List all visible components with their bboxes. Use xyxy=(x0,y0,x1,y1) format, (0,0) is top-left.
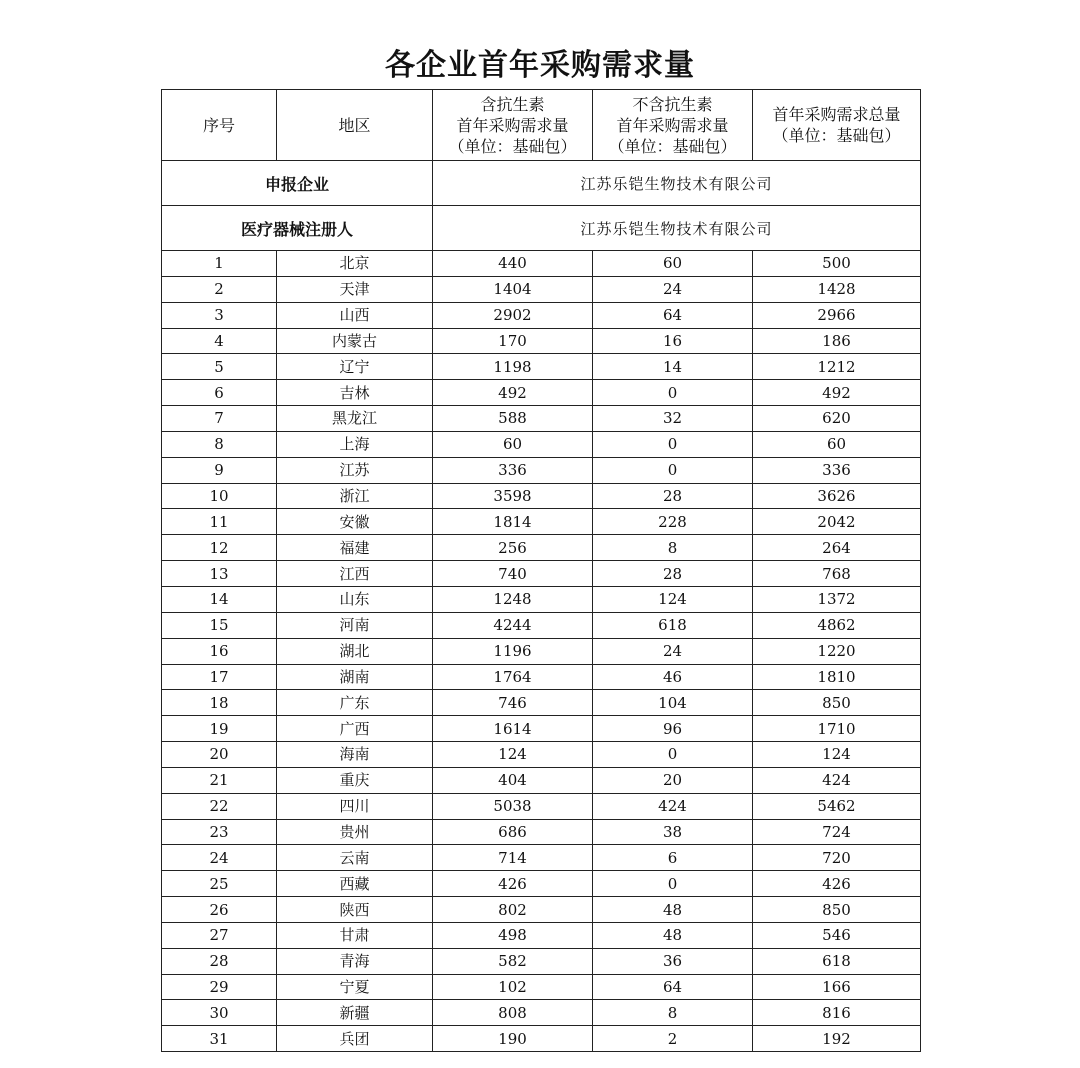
cell-seq: 25 xyxy=(162,871,277,897)
cell-with-antibiotic: 746 xyxy=(433,690,593,716)
cell-region: 四川 xyxy=(277,793,433,819)
cell-without-antibiotic: 38 xyxy=(593,819,753,845)
header-total-line2: （单位：基础包） xyxy=(772,126,901,145)
table-row xyxy=(162,1000,921,1026)
cell-seq: 17 xyxy=(162,664,277,690)
cell-seq: 21 xyxy=(162,767,277,793)
cell-region: 辽宁 xyxy=(277,354,433,380)
cell-without-antibiotic: 124 xyxy=(593,586,753,612)
cell-region: 新疆 xyxy=(277,1000,433,1026)
cell-total: 1212 xyxy=(753,354,921,380)
cell-region: 广西 xyxy=(277,716,433,742)
cell-with-antibiotic: 1814 xyxy=(433,509,593,535)
cell-with-antibiotic: 808 xyxy=(433,1000,593,1026)
cell-with-antibiotic: 492 xyxy=(433,380,593,406)
table-row xyxy=(162,922,921,948)
cell-seq: 7 xyxy=(162,406,277,432)
cell-total: 426 xyxy=(753,871,921,897)
cell-region: 陕西 xyxy=(277,897,433,923)
cell-region: 湖南 xyxy=(277,664,433,690)
header-without-antibiotic xyxy=(593,90,753,161)
cell-without-antibiotic: 20 xyxy=(593,767,753,793)
table-row xyxy=(162,328,921,354)
cell-total: 1428 xyxy=(753,276,921,302)
applicant-value: 江苏乐铠生物技术有限公司 xyxy=(433,161,921,206)
cell-with-antibiotic: 588 xyxy=(433,406,593,432)
cell-without-antibiotic: 16 xyxy=(593,328,753,354)
table-row xyxy=(162,535,921,561)
registrant-label: 医疗器械注册人 xyxy=(162,206,433,251)
table-row xyxy=(162,690,921,716)
registrant-row xyxy=(162,206,921,251)
cell-seq: 5 xyxy=(162,354,277,380)
table-row xyxy=(162,1026,921,1052)
cell-total: 1372 xyxy=(753,586,921,612)
cell-seq: 27 xyxy=(162,922,277,948)
cell-seq: 19 xyxy=(162,716,277,742)
cell-seq: 8 xyxy=(162,431,277,457)
cell-total: 2966 xyxy=(753,302,921,328)
header-without-antibiotic-line1: 不含抗生素 xyxy=(632,94,713,114)
table-row xyxy=(162,302,921,328)
cell-total: 336 xyxy=(753,457,921,483)
cell-with-antibiotic: 170 xyxy=(433,328,593,354)
cell-seq: 24 xyxy=(162,845,277,871)
applicant-row xyxy=(162,161,921,206)
cell-seq: 6 xyxy=(162,380,277,406)
cell-region: 江西 xyxy=(277,561,433,587)
cell-without-antibiotic: 2 xyxy=(593,1026,753,1052)
header-total xyxy=(753,90,921,161)
table-row xyxy=(162,406,921,432)
cell-region: 内蒙古 xyxy=(277,328,433,354)
header-seq: 序号 xyxy=(162,90,277,161)
cell-with-antibiotic: 404 xyxy=(433,767,593,793)
cell-total: 768 xyxy=(753,561,921,587)
cell-without-antibiotic: 24 xyxy=(593,638,753,664)
table-row xyxy=(162,948,921,974)
cell-with-antibiotic: 3598 xyxy=(433,483,593,509)
cell-with-antibiotic: 102 xyxy=(433,974,593,1000)
header-with-antibiotic-line2: 首年采购需求量 xyxy=(456,115,569,135)
table-row xyxy=(162,380,921,406)
cell-seq: 10 xyxy=(162,483,277,509)
cell-region: 广东 xyxy=(277,690,433,716)
header-region: 地区 xyxy=(277,90,433,161)
header-total-line1: 首年采购需求总量 xyxy=(772,105,901,124)
cell-region: 福建 xyxy=(277,535,433,561)
cell-total: 492 xyxy=(753,380,921,406)
table-row xyxy=(162,457,921,483)
cell-seq: 3 xyxy=(162,302,277,328)
table-row xyxy=(162,767,921,793)
cell-seq: 20 xyxy=(162,742,277,768)
table-row xyxy=(162,716,921,742)
cell-total: 618 xyxy=(753,948,921,974)
cell-total: 620 xyxy=(753,406,921,432)
cell-without-antibiotic: 424 xyxy=(593,793,753,819)
cell-with-antibiotic: 1764 xyxy=(433,664,593,690)
demand-table xyxy=(161,89,921,1052)
table-row xyxy=(162,251,921,277)
cell-seq: 31 xyxy=(162,1026,277,1052)
cell-seq: 26 xyxy=(162,897,277,923)
cell-region: 江苏 xyxy=(277,457,433,483)
table-row xyxy=(162,586,921,612)
registrant-value: 江苏乐铠生物技术有限公司 xyxy=(433,206,921,251)
cell-total: 166 xyxy=(753,974,921,1000)
cell-without-antibiotic: 228 xyxy=(593,509,753,535)
cell-with-antibiotic: 256 xyxy=(433,535,593,561)
cell-total: 546 xyxy=(753,922,921,948)
cell-without-antibiotic: 14 xyxy=(593,354,753,380)
cell-region: 海南 xyxy=(277,742,433,768)
cell-without-antibiotic: 36 xyxy=(593,948,753,974)
table-row xyxy=(162,509,921,535)
cell-region: 吉林 xyxy=(277,380,433,406)
cell-seq: 12 xyxy=(162,535,277,561)
cell-region: 上海 xyxy=(277,431,433,457)
cell-total: 816 xyxy=(753,1000,921,1026)
cell-total: 850 xyxy=(753,690,921,716)
cell-seq: 2 xyxy=(162,276,277,302)
cell-with-antibiotic: 1614 xyxy=(433,716,593,742)
table-row xyxy=(162,974,921,1000)
cell-with-antibiotic: 336 xyxy=(433,457,593,483)
cell-region: 重庆 xyxy=(277,767,433,793)
cell-with-antibiotic: 802 xyxy=(433,897,593,923)
cell-seq: 4 xyxy=(162,328,277,354)
cell-region: 黑龙江 xyxy=(277,406,433,432)
table-row xyxy=(162,483,921,509)
cell-with-antibiotic: 1196 xyxy=(433,638,593,664)
cell-region: 山东 xyxy=(277,586,433,612)
cell-total: 424 xyxy=(753,767,921,793)
cell-total: 186 xyxy=(753,328,921,354)
cell-total: 3626 xyxy=(753,483,921,509)
cell-region: 山西 xyxy=(277,302,433,328)
cell-total: 1710 xyxy=(753,716,921,742)
cell-without-antibiotic: 28 xyxy=(593,561,753,587)
cell-without-antibiotic: 0 xyxy=(593,871,753,897)
cell-without-antibiotic: 96 xyxy=(593,716,753,742)
cell-region: 西藏 xyxy=(277,871,433,897)
cell-seq: 23 xyxy=(162,819,277,845)
cell-without-antibiotic: 0 xyxy=(593,742,753,768)
cell-without-antibiotic: 0 xyxy=(593,380,753,406)
applicant-label: 申报企业 xyxy=(162,161,433,206)
cell-without-antibiotic: 60 xyxy=(593,251,753,277)
cell-seq: 15 xyxy=(162,612,277,638)
cell-total: 720 xyxy=(753,845,921,871)
cell-region: 湖北 xyxy=(277,638,433,664)
cell-without-antibiotic: 46 xyxy=(593,664,753,690)
table-header-row xyxy=(162,90,921,161)
cell-without-antibiotic: 8 xyxy=(593,1000,753,1026)
table-row xyxy=(162,612,921,638)
header-without-antibiotic-line2: 首年采购需求量 xyxy=(616,115,729,135)
cell-region: 宁夏 xyxy=(277,974,433,1000)
cell-seq: 11 xyxy=(162,509,277,535)
cell-region: 青海 xyxy=(277,948,433,974)
cell-seq: 29 xyxy=(162,974,277,1000)
table-row xyxy=(162,664,921,690)
cell-seq: 28 xyxy=(162,948,277,974)
cell-total: 4862 xyxy=(753,612,921,638)
cell-without-antibiotic: 64 xyxy=(593,974,753,1000)
cell-region: 北京 xyxy=(277,251,433,277)
cell-total: 500 xyxy=(753,251,921,277)
table-row xyxy=(162,561,921,587)
table-row xyxy=(162,897,921,923)
header-without-antibiotic-line3: （单位：基础包） xyxy=(608,136,737,156)
cell-seq: 14 xyxy=(162,586,277,612)
cell-seq: 13 xyxy=(162,561,277,587)
cell-region: 云南 xyxy=(277,845,433,871)
cell-with-antibiotic: 60 xyxy=(433,431,593,457)
cell-total: 60 xyxy=(753,431,921,457)
cell-total: 1220 xyxy=(753,638,921,664)
cell-without-antibiotic: 24 xyxy=(593,276,753,302)
cell-with-antibiotic: 498 xyxy=(433,922,593,948)
cell-without-antibiotic: 104 xyxy=(593,690,753,716)
cell-without-antibiotic: 64 xyxy=(593,302,753,328)
header-with-antibiotic-line3: （单位：基础包） xyxy=(448,136,577,156)
table-row xyxy=(162,431,921,457)
cell-without-antibiotic: 48 xyxy=(593,922,753,948)
cell-without-antibiotic: 32 xyxy=(593,406,753,432)
cell-with-antibiotic: 190 xyxy=(433,1026,593,1052)
cell-with-antibiotic: 5038 xyxy=(433,793,593,819)
table-row xyxy=(162,742,921,768)
cell-with-antibiotic: 686 xyxy=(433,819,593,845)
header-with-antibiotic-line1: 含抗生素 xyxy=(480,94,545,114)
cell-region: 安徽 xyxy=(277,509,433,535)
table-row xyxy=(162,871,921,897)
cell-total: 2042 xyxy=(753,509,921,535)
table-row xyxy=(162,819,921,845)
cell-with-antibiotic: 2902 xyxy=(433,302,593,328)
cell-seq: 22 xyxy=(162,793,277,819)
cell-total: 192 xyxy=(753,1026,921,1052)
cell-seq: 18 xyxy=(162,690,277,716)
cell-without-antibiotic: 48 xyxy=(593,897,753,923)
cell-total: 5462 xyxy=(753,793,921,819)
header-with-antibiotic xyxy=(433,90,593,161)
cell-total: 1810 xyxy=(753,664,921,690)
cell-region: 兵团 xyxy=(277,1026,433,1052)
table-row xyxy=(162,793,921,819)
cell-seq: 16 xyxy=(162,638,277,664)
cell-with-antibiotic: 1248 xyxy=(433,586,593,612)
cell-with-antibiotic: 740 xyxy=(433,561,593,587)
cell-without-antibiotic: 0 xyxy=(593,457,753,483)
cell-with-antibiotic: 582 xyxy=(433,948,593,974)
cell-with-antibiotic: 1404 xyxy=(433,276,593,302)
table-row xyxy=(162,354,921,380)
cell-without-antibiotic: 6 xyxy=(593,845,753,871)
cell-with-antibiotic: 4244 xyxy=(433,612,593,638)
cell-seq: 1 xyxy=(162,251,277,277)
table-row xyxy=(162,638,921,664)
cell-seq: 30 xyxy=(162,1000,277,1026)
cell-with-antibiotic: 124 xyxy=(433,742,593,768)
cell-with-antibiotic: 440 xyxy=(433,251,593,277)
cell-region: 河南 xyxy=(277,612,433,638)
cell-with-antibiotic: 426 xyxy=(433,871,593,897)
cell-without-antibiotic: 28 xyxy=(593,483,753,509)
cell-without-antibiotic: 0 xyxy=(593,431,753,457)
page-title: 各企业首年采购需求量 xyxy=(385,48,695,83)
cell-region: 甘肃 xyxy=(277,922,433,948)
table-row xyxy=(162,845,921,871)
cell-total: 264 xyxy=(753,535,921,561)
cell-total: 724 xyxy=(753,819,921,845)
cell-with-antibiotic: 714 xyxy=(433,845,593,871)
cell-region: 浙江 xyxy=(277,483,433,509)
cell-without-antibiotic: 618 xyxy=(593,612,753,638)
cell-region: 贵州 xyxy=(277,819,433,845)
cell-total: 124 xyxy=(753,742,921,768)
cell-with-antibiotic: 1198 xyxy=(433,354,593,380)
cell-without-antibiotic: 8 xyxy=(593,535,753,561)
table-row xyxy=(162,276,921,302)
cell-seq: 9 xyxy=(162,457,277,483)
cell-region: 天津 xyxy=(277,276,433,302)
cell-total: 850 xyxy=(753,897,921,923)
